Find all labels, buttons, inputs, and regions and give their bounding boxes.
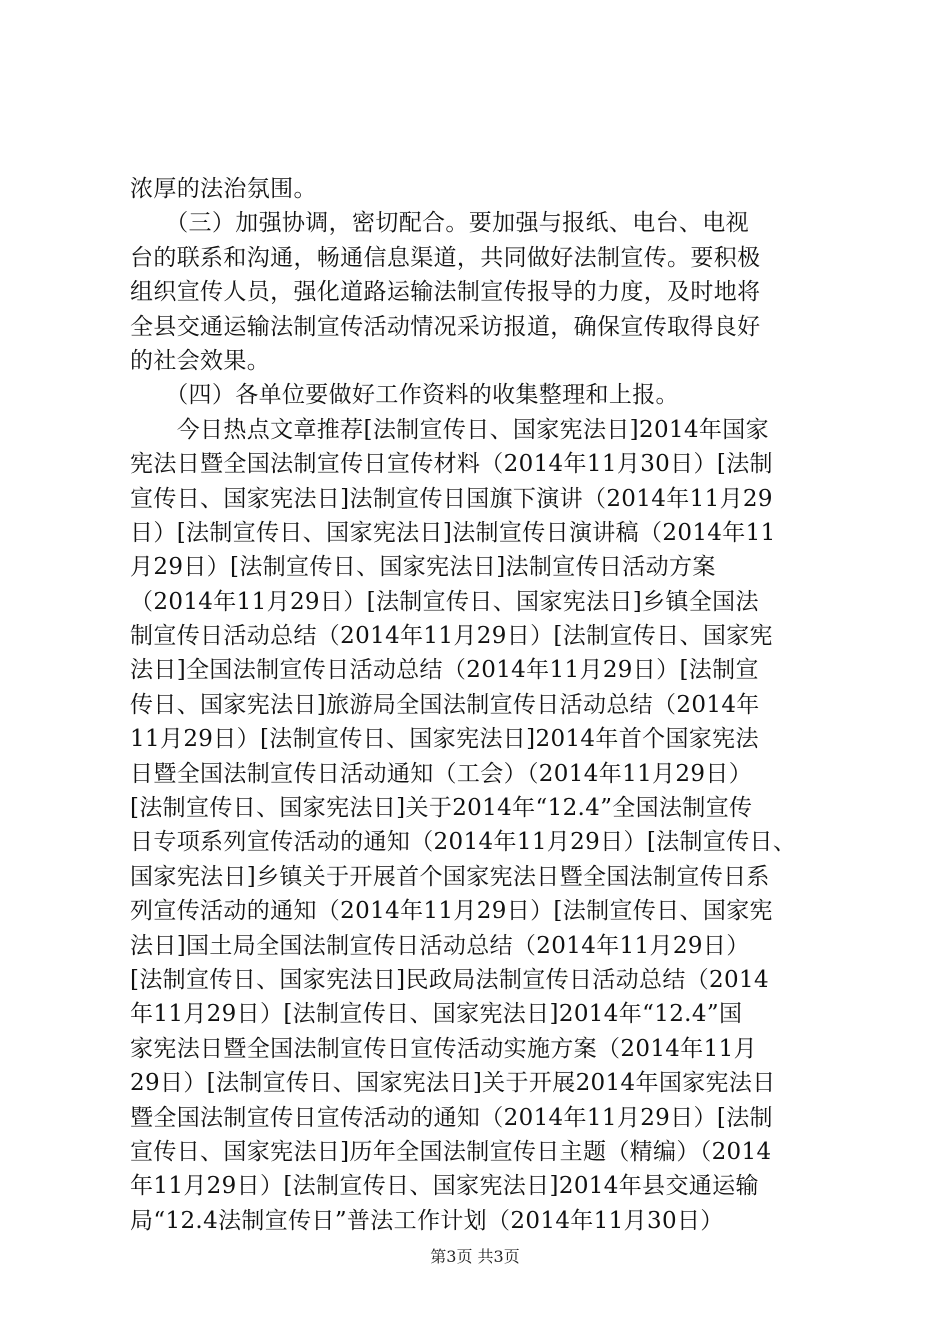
text-line: 列宣传活动的通知（2014年11月29日）[法制宣传日、国家宪 xyxy=(130,898,773,925)
text-line: 年11月29日）[法制宣传日、国家宪法日]2014年“12.4”国 xyxy=(130,1001,743,1028)
text-line: 浓厚的法治氛围。 xyxy=(130,176,317,202)
text-line: [法制宣传日、国家宪法日]民政局法制宣传日活动总结（2014 xyxy=(130,966,769,993)
page-footer: 第3页 共3页 xyxy=(430,1247,520,1266)
text-line: （2014年11月29日）[法制宣传日、国家宪法日]乡镇全国法 xyxy=(130,588,759,615)
text-line: 29日）[法制宣传日、国家宪法日]关于开展2014年国家宪法日 xyxy=(130,1070,776,1097)
document-body xyxy=(130,172,830,1238)
text-line: 法日]全国法制宣传日活动总结（2014年11月29日）[法制宣 xyxy=(130,657,759,684)
text-line: [法制宣传日、国家宪法日]关于2014年“12.4”全国法制宣传 xyxy=(130,795,753,822)
text-line: 11月29日）[法制宣传日、国家宪法日]2014年首个国家宪法 xyxy=(130,726,759,753)
text-line: 宣传日、国家宪法日]法制宣传日国旗下演讲（2014年11月29 xyxy=(130,485,773,512)
text-line: （三）加强协调，密切配合。要加强与报纸、电台、电视 xyxy=(130,210,749,237)
text-line: 制宣传日活动总结（2014年11月29日）[法制宣传日、国家宪 xyxy=(130,623,773,650)
text-line: 暨全国法制宣传日宣传活动的通知（2014年11月29日）[法制 xyxy=(130,1104,773,1131)
text-line: 国家宪法日]乡镇关于开展首个国家宪法日暨全国法制宣传日系 xyxy=(130,863,770,890)
text-line: 全县交通运输法制宣传活动情况采访报道，确保宣传取得良好 xyxy=(130,313,761,340)
text-line: 的社会效果。 xyxy=(130,347,271,374)
text-line: 月29日）[法制宣传日、国家宪法日]法制宣传日活动方案 xyxy=(130,554,716,581)
text-line: （四）各单位要做好工作资料的收集整理和上报。 xyxy=(130,382,679,409)
text-line: 传日、国家宪法日]旅游局全国法制宣传日活动总结（2014年 xyxy=(130,691,760,718)
text-line: 宣传日、国家宪法日]历年全国法制宣传日主题（精编）（2014 xyxy=(130,1138,772,1165)
text-line: 年11月29日）[法制宣传日、国家宪法日]2014年县交通运输 xyxy=(130,1173,759,1200)
text-line: 法日]国土局全国法制宣传日活动总结（2014年11月29日） xyxy=(130,932,750,959)
text-line: 日专项系列宣传活动的通知（2014年11月29日）[法制宣传日、 xyxy=(130,829,797,856)
text-line: 台的联系和沟通，畅通信息渠道，共同做好法制宣传。要积极 xyxy=(130,244,761,271)
text-line: 组织宣传人员，强化道路运输法制宣传报导的力度，及时地将 xyxy=(130,279,761,306)
text-line: 日）[法制宣传日、国家宪法日]法制宣传日演讲稿（2014年11 xyxy=(130,519,776,546)
text-line: 局“12.4法制宣传日”普法工作计划（2014年11月30日） xyxy=(130,1207,724,1234)
text-line: 日暨全国法制宣传日活动通知（工会）（2014年11月29日） xyxy=(130,760,753,787)
text-line: 今日热点文章推荐[法制宣传日、国家宪法日]2014年国家 xyxy=(130,416,769,443)
text-line: 宪法日暨全国法制宣传日宣传材料（2014年11月30日）[法制 xyxy=(130,451,773,478)
text-line: 家宪法日暨全国法制宣传日宣传活动实施方案（2014年11月 xyxy=(130,1035,757,1062)
